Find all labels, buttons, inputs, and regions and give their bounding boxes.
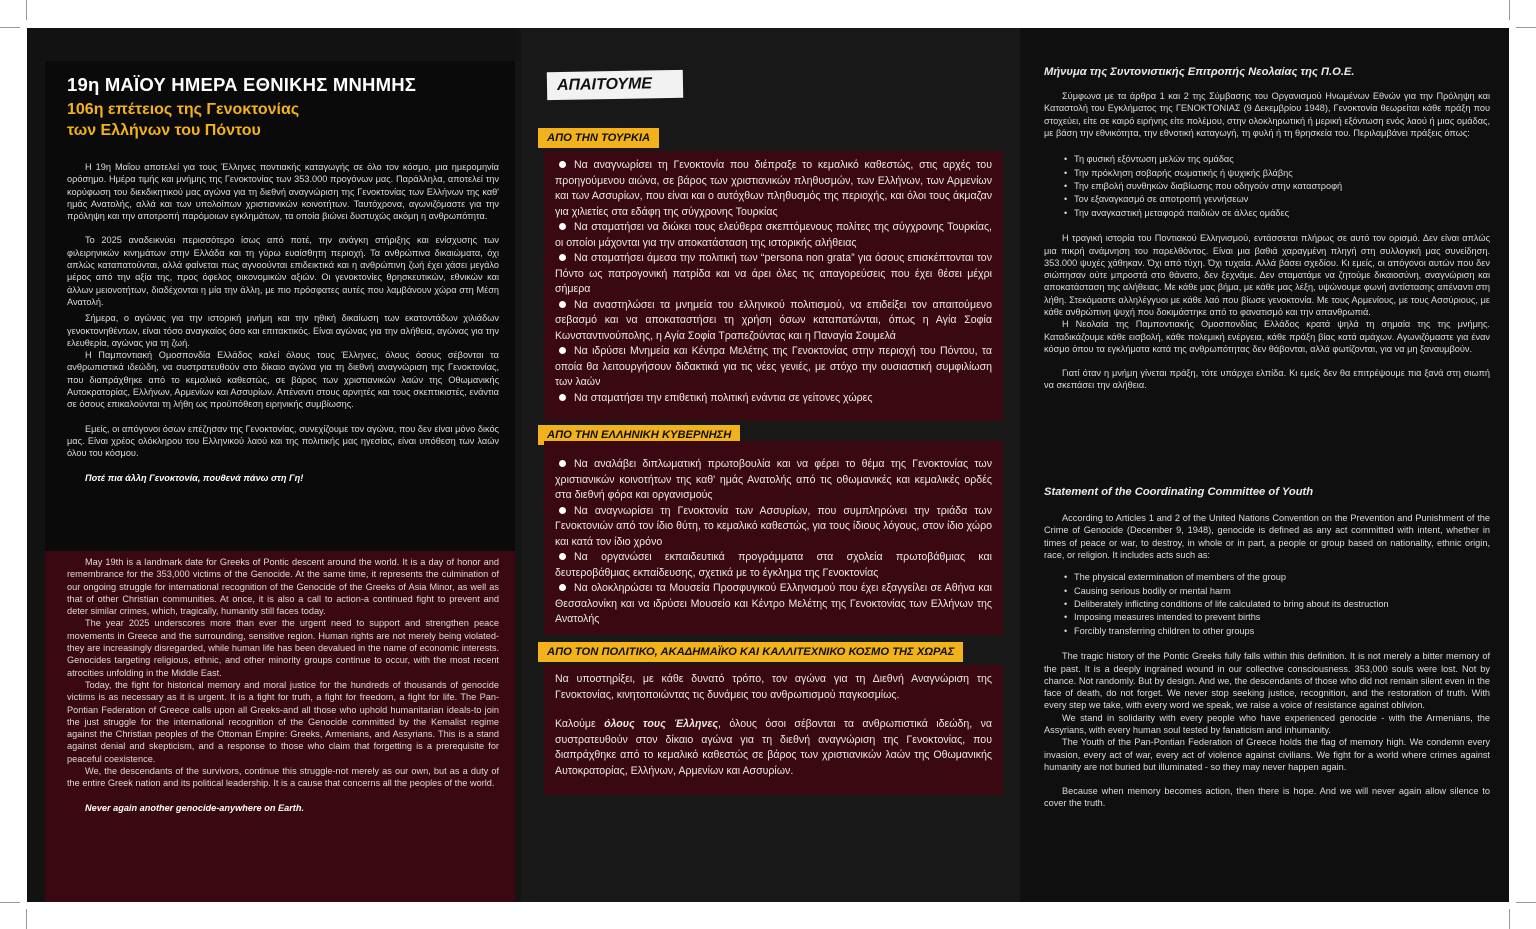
list-item: • The physical extermination of members of the group [1044, 571, 1490, 584]
society-paragraph: Να υποστηρίξει, με κάθε δυνατό τρόπο, τον αγώνα για τη Διεθνή Αναγνώριση της Γενοκτονίας, κινητοποιώντας τις δυνάμεις του ανθρωπισμού παγκοσμίως. [555, 673, 992, 701]
gr-paragraph: Γιατί όταν η μνήμη γίνεται πράξη, τότε υπάρχει ελπίδα. Κι εμείς δεν θα επιτρέψουμε πια ξανά στη σιωπή να σκεπάσει την αλήθεια. [1044, 368, 1490, 391]
section-label-greek-government: ΑΠΟ ΤΗΝ ΕΛΛΗΝΙΚΗ ΚΥΒΕΡΝΗΣΗ [538, 425, 740, 445]
page-subtitle [67, 99, 507, 141]
demand-text: Να αναλάβει διπλωματική πρωτοβουλία και να φέρει το θέμα της Γενοκτονίας των χριστιανικών κοινοτήτων της καθ' ημάς Ανατολής από τις οθωμανικές και κεμαλικές ορδές στα διεθνή φόρα και οργανισμούς [555, 458, 992, 501]
demand-item [555, 344, 992, 391]
gr-paragraph: Η 19η Μαΐου αποτελεί για τους Έλληνες ποντιακής καταγωγής σε όλο τον κόσμο, μια ημερομηνία ορόσημο. Ημέρα τιμής και μνήμης της Γενοκτονίας των 353.000 προγόνων μας. Παράλληλα, αποτελεί την κορύφωση του διεκδικητικού μας αγώνα για τη διεθνή αναγνώριση της Γενοκτονίας των Ελλήνων της καθ' ημάς Ανατολής, αλλά και των υπολοίπων χριστιανικών κοινοτήτων. Ταυτόχρονα, αγωνιζόμαστε για την πρόληψη και την αποτροπή παρόμοιων εγκλημάτων, τα οποία βιώνει δυστυχώς ακόμη η ανθρωπότητα. [67, 162, 499, 222]
en-paragraph: The Youth of the Pan-Pontian Federation of Greece holds the flag of memory high. We condemn every invasion, every act of war, every act of violence against civilians. We fight for a world where crimes against humanity are not buried but illuminated - so they may never happen again. [1044, 737, 1490, 772]
bullet-icon [559, 553, 566, 560]
crop-mark [26, 909, 27, 929]
bullet-icon [559, 301, 566, 308]
demand-item [555, 220, 992, 251]
english-youth-message [1044, 486, 1490, 810]
demand-item [555, 251, 992, 298]
government-demands-box [544, 441, 1003, 635]
en-paragraph: May 19th is a landmark date for Greeks of Pontic descent around the world. It is a day of honor and remembrance for the 353,000 victims of the Genocide. At the same time, it represents the culmination of our ongoing struggle for international recognition of the Genocide of the Greeks of Asia Minor, as well as that of other Christian communities. At once, it is also a call to action-a continued fight to prevent and deter similar crimes, which, tragically, humanity still faces today. [67, 557, 499, 617]
crop-mark [26, 0, 27, 20]
en-paragraph: Because when memory becomes action, then there is hope. And we will never again allow silence to cover the truth. [1044, 786, 1490, 809]
society-call-paragraph [555, 717, 992, 779]
society-demands-box [544, 665, 1003, 795]
greek-youth-message [1044, 66, 1490, 392]
call-text-emphasis: όλους τους Έλληνες [604, 718, 719, 730]
english-message-heading: Statement of the Coordinating Committee of Youth [1044, 486, 1314, 498]
crop-mark [1516, 902, 1536, 903]
bullet-icon [559, 223, 566, 230]
demand-item [555, 298, 992, 345]
bullet-icon [559, 507, 566, 514]
turkey-demands-list [544, 151, 1003, 413]
list-item: • Τον εξαναγκασμό σε αποτροπή γεννήσεων [1044, 193, 1490, 206]
demand-item [555, 158, 992, 220]
crop-mark [1516, 27, 1536, 28]
gr-paragraph: Εμείς, οι απόγονοι όσων επέζησαν της Γενοκτονίας, συνεχίζουμε τον αγώνα, που δεν είναι μόνο δικός μας. Είναι χρέος ολόκληρου του Ελληνικού λαού και της πολιτικής μας ηγεσίας, είναι υπόθεση των λαών όλου του κόσμου. [67, 423, 499, 459]
list-item: • Την αναγκαστική μεταφορά παιδιών σε άλλες ομάδες [1044, 207, 1490, 220]
gr-paragraph: Σύμφωνα με τα άρθρα 1 και 2 της Σύμβασης του Οργανισμού Ηνωμένων Εθνών για την Πρόληψη και Καταστολή του Εγκλήματος της ΓΕΝΟΚΤΟΝΙΑΣ (9 Δεκεμβρίου 1948), Γενοκτονία θεωρείται κάθε πράξη που στοχεύει, είτε σε καιρό ειρήνης είτε πολέμου, στην ολοκληρωτική ή μερική εξόντωση ενός λαού ή μιας ομάδας, με βάση την εθνικότητα, την εθνοτική καταγωγή, τη φυλή ή τη θρησκεία του. Περιλαμβάνει πράξεις όπως: [1044, 91, 1490, 138]
en-paragraph: Today, the fight for historical memory and moral justice for the hundreds of thousands of genocide victims is as necessary as it is urgent. It is a fight for truth, a fight for freedom, a fight for life. The Pan-Pontian Federation of Greece calls upon all Greeks-and all those who uphold humanitarian ideals-to join the just struggle for the international recognition of the Genocide committed by the Kemalist regime against the Christian peoples of the Ottoman Empire: Greeks, Armenians, and Assyrians. This is a stand against denial and skepticism, and a response to those who claim that forgetting is a prerequisite for peaceful coexistence. [67, 679, 499, 764]
english-definition-list [1044, 571, 1490, 638]
en-paragraph: The year 2025 underscores more than ever the urgent need to support and strengthen peace movements in Greece and the surrounding, sensitive region. Human rights are not merely being violated-they are increasingly disregarded, while human life has been devalued in the name of economic interests. Genocides targeting religious, ethnic, and other minority groups continue to occur, with the most recent atrocities unfolding in the Middle East. [67, 618, 499, 678]
crop-mark [0, 902, 20, 903]
demand-text: Να σταματήσει την επιθετική πολιτική ενάντια σε γείτονες χώρες [574, 391, 873, 404]
government-demands-list [544, 441, 1003, 635]
demand-text: Να ολοκληρώσει τα Μουσεία Προσφυγικού Ελληνισμού που έχει εξαγγείλει σε Αθήνα και Θεσσαλονίκη και να ιδρύσει Μουσείο και Κέντρο Μελέτης της Γενοκτονίας των Ελλήνων της Ανατολής [555, 582, 992, 625]
demand-item [555, 391, 992, 407]
list-item: • Την επιβολή συνθηκών διαβίωσης που οδηγούν στην καταστροφή [1044, 180, 1490, 193]
bullet-icon [559, 347, 566, 354]
middle-panel [521, 28, 1020, 902]
right-panel [1020, 28, 1509, 902]
bullet-icon [559, 254, 566, 261]
list-item: • Deliberately inflicting conditions of life calculated to bring about its destruction [1044, 598, 1490, 611]
gr-paragraph: Η Παμποντιακή Ομοσπονδία Ελλάδος καλεί όλους τους Έλληνες, όλους όσους σέβονται τα ανθρωπιστικά ιδεώδη, να συστρατευθούν στο δίκαιο αγώνα για τη διεθνή αναγνώριση της Γενοκτονίας, που διαπράχθηκε από το κεμαλικό καθεστώς, σε βάρος των χριστιανικών λαών της Οθωμανικής Αυτοκρατορίας, Ελλήνων, Αρμενίων και Ασσυρίων. Απέναντι στους αρνητές και τους σκεπτικιστές, ενάντια σε όσους επικαλούνται τη λήθη ως προϋπόθεση ειρηνικής συμβίωσης. [67, 350, 499, 410]
section-label-society: ΑΠΟ ΤΟΝ ΠΟΛΙΤΙΚΟ, ΑΚΑΔΗΜΑΪΚΟ ΚΑΙ ΚΑΛΛΙΤΕΧΝΙΚΟ ΚΟΣΜΟ ΤΗΣ ΧΩΡΑΣ [538, 642, 963, 662]
list-item: • Τη φυσική εξόντωση μελών της ομάδας [1044, 153, 1490, 166]
demand-text: Να αναγνωρίσει τη Γενοκτονία των Ασσυρίων, που συμπληρώνει την τριάδα των Γενοκτονιών από τον ίδιο θύτη, το κεμαλικό καθεστώς, για τους ίδιους λόγους, στον ίδιο χώρο και κατά τον ίδιο χρόνο [555, 504, 992, 548]
turkey-demands-box [544, 151, 1003, 421]
demand-text: Να οργανώσει εκπαιδευτικά προγράμματα στα σχολεία πρωτοβάθμιας και δευτεροβάθμιας εκπαίδευσης, σχετικά με το έγκλημα της Γενοκτονίας [555, 551, 992, 579]
bullet-icon [559, 584, 566, 591]
demand-text: Να ιδρύσει Μνημεία και Κέντρα Μελέτης της Γενοκτονίας στην περιοχή του Πόντου, τα οποία θα λειτουργήσουν διδακτικά για τις νέες γενιές, με στόχο την ουσιαστική συμφιλίωση των λαών [555, 345, 992, 388]
demand-text: Να σταματήσει να διώκει τους ελεύθερα σκεπτόμενους πολίτες της σύγχρονης Τουρκίας, οι οποίοι μάχονται για την αποκατάσταση της ιστορικής αλήθειας [555, 221, 992, 249]
bullet-icon [559, 460, 566, 467]
demands-heading [547, 70, 683, 100]
en-paragraph: We, the descendants of the survivors, continue this struggle-not merely as our own, but as a duty of the entire Greek nation and its political leadership. It is a cause that concerns all the peoples of the world. [67, 766, 499, 789]
demand-item [555, 550, 992, 581]
brochure-spread [27, 28, 1509, 902]
left-panel [27, 28, 515, 902]
demand-item [555, 581, 992, 628]
subtitle-line-2: των Ελλήνων του Πόντου [67, 122, 261, 139]
gr-paragraph: Η Νεολαία της Παμποντιακής Ομοσπονδίας Ελλάδος κρατά ψηλά τη σημαία της της μνήμης. Καταδικάζουμε κάθε εισβολή, κάθε πολεμική ενέργεια, κάθε πράξη βίας κατά αμάχων. Αγωνιζόμαστε για έναν κόσμο όπου τα εγκλήματα κατά της ανθρωπότητας δεν θάβονται, αλλά φωτίζονται, για να μη ξαναυμβούν. [1044, 319, 1490, 354]
greek-definition-list [1044, 153, 1490, 220]
list-item: • Causing serious bodily or mental harm [1044, 585, 1490, 598]
crop-mark [1509, 909, 1510, 929]
society-demands-text [544, 665, 1003, 786]
list-item: • Την πρόκληση σοβαρής σωματικής ή ψυχικής βλάβης [1044, 167, 1490, 180]
demand-text: Να σταματήσει άμεσα την πολιτική των “persona non grata” για όσους επισκέπτονται τον Πόντο ως πατρογονική πατρίδα και να άρει όλες τις απαγορεύσεις που έχει θέσει μέχρι σήμερα [555, 252, 992, 295]
en-paragraph: We stand in solidarity with every people who have experienced genocide - with the Armenians, the Assyrians, with every human soul tested by fanaticism and inhumanity. [1044, 712, 1490, 735]
demand-text: Να αναγνωρίσει τη Γενοκτονία που διέπραξε το κεμαλικό καθεστώς, στις αρχές του προηγούμενου αιώνα, σε βάρος των χριστιανικών πληθυσμών, των Ελλήνων, των Αρμενίων και των Ασσυρίων, που είναι και ο αυτόχθων πληθυσμός της περιοχής, και όλοι τους άκμαζαν για χιλιετίες στα εδάφη της σύγχρονης Τουρκίας [555, 159, 992, 218]
list-item: • Forcibly transferring children to other groups [1044, 625, 1490, 638]
page-title: 19η ΜΑΪΟΥ ΗΜΕΡΑ ΕΘΝΙΚΗΣ ΜΝΗΜΗΣ [67, 74, 417, 95]
gr-paragraph: Το 2025 αναδεικνύει περισσότερο ίσως από ποτέ, την ανάγκη στήριξης και ενίσχυσης των φιλειρηνικών κινημάτων στην Ελλάδα και τη γύρω ευαίσθητη περιοχή. Τα ανθρώπινα δικαιώματα, όχι απλώς καταπατούνται, αλλά φαίνεται πως αγνοούνται επιδεικτικά και η ανθρώπινη ζωή έχει χάσει μεγάλο μέρος από την αξία της, προς όφελος οικονομικών αξιών. Οι γενοκτονίες θρησκευτικών, εθνικών και άλλων μειονοτήτων, διαδέχονται η μία την άλλη, με πιο πρόσφατες αυτές που λαμβάνουν χώρα στη Μέση Ανατολή. [67, 235, 499, 307]
gr-closing-line: Ποτέ πια άλλη Γενοκτονία, πουθενά πάνω στη Γη! [85, 472, 304, 483]
gr-paragraph: Σήμερα, ο αγώνας για την ιστορική μνήμη και την ηθική δικαίωση των εκατοντάδων χιλιάδων γενοκτονηθέντων, είναι τόσο αναγκαίος όσο και επιτακτικός. Είναι αγώνας για την αλήθεια, αγώνας για την ελευθερία, αγώνας για τη ζωή. [67, 313, 499, 348]
crop-mark [0, 27, 20, 28]
demands-heading-text: ΑΠΑΙΤΟΥΜΕ [556, 75, 653, 95]
subtitle-line-1: 106η επέτειος της Γενοκτονίας [67, 101, 300, 118]
bullet-icon [559, 394, 566, 401]
call-text-end: , όλους όσοι σέβονται τα ανθρωπιστικά ιδεώδη, να συστρατευθούν στον δίκαιο αγώνα για τη διεθνή αναγνώριση της Γενοκτονίας, που διαπράχθηκε από το κεμαλικό καθεστώς σε βάρος των χριστιανικών λαών της Οθωμανικής Αυτοκρατορίας, Ελλήνων, Αρμενίων και Ασσυρίων. [555, 718, 993, 777]
english-text-block [67, 556, 499, 814]
en-closing-line: Never again another genocide-anywhere on Earth. [85, 802, 305, 813]
en-paragraph: According to Articles 1 and 2 of the United Nations Convention on the Prevention and Punishment of the Crime of Genocide (December 9, 1948), genocide is defined as any act committed with intent, whether in times of peace or war, to destroy, in whole or in part, a people or group based on nationality, ethnic origin, race, or religion. It includes acts such as: [1044, 513, 1490, 560]
demand-item [555, 504, 992, 551]
list-item: • Imposing measures intended to prevent births [1044, 611, 1490, 624]
section-label-turkey: ΑΠΟ ΤΗΝ ΤΟΥΡΚΙΑ [538, 128, 659, 148]
call-text-start: Καλούμε [555, 718, 605, 730]
greek-text-block [67, 161, 499, 484]
crop-mark [1509, 0, 1510, 20]
demand-text: Να αναστηλώσει τα μνημεία του ελληνικού πολιτισμού, να επιδείξει τον απαιτούμενο σεβασμό και να αποκαταστήσει τη χρήση όσων καταπατώνται, όπως η Αγία Σοφία Κωνσταντινούπολης, η Αγία Σοφία Τραπεζούντας και η Παναγία Σουμελά [555, 298, 992, 342]
greek-message-heading: Μήνυμα της Συντονιστικής Επιτροπής Νεολαίας της Π.Ο.Ε. [1044, 66, 1355, 78]
gr-paragraph: Η τραγική ιστορία του Ποντιακού Ελληνισμού, εντάσσεται πλήρως σε αυτό τον ορισμό. Δεν είναι απλώς μια πικρή ανάμνηση του παρελθόντος. Είναι μια βαθιά χαραγμένη πληγή στη συλλογική μας συνείδηση. 353.000 ψυχές χάθηκαν. Όχι από τύχη. Όχι τυχαία. Αλλά βάσει σχεδίου. Κι εμείς, οι απόγονοι αυτών που δεν σιώπησαν ούτε μπροστά στο θάνατο, δεν ξεχνάμε. Δεν σταματάμε να ζητούμε δικαιοσύνη, αναγνώριση και αποκατάσταση της αλήθειας. Με κάθε μας βήμα, με κάθε μας λέξη, υψώνουμε φωνή αντίστασης απέναντι στη λήθη. Στεκόμαστε αλληλέγγυοι με κάθε λαό που βίωσε γενοκτονία. Με τους Αρμενίους, με τους Ασσύριους, με κάθε ανθρώπινη ψυχή που δοκιμάστηκε από το φανατισμό και την απανθρωπιά. [1044, 233, 1490, 317]
en-paragraph: The tragic history of the Pontic Greeks fully falls within this definition. It is not merely a bitter memory of the past. It is a deeply ingrained wound in our collective consciousness. 353,000 souls were lost. Not by chance. Not randomly. But by design. And we, the descendants of those who did not remain silent even in the face of death, do not forget. We never stop seeking justice, recognition, and the restoration of truth. With every step we take, with every word we speak, we raise a voice of resistance against oblivion. [1044, 651, 1490, 711]
demand-item [555, 457, 992, 504]
bullet-icon [559, 161, 566, 168]
